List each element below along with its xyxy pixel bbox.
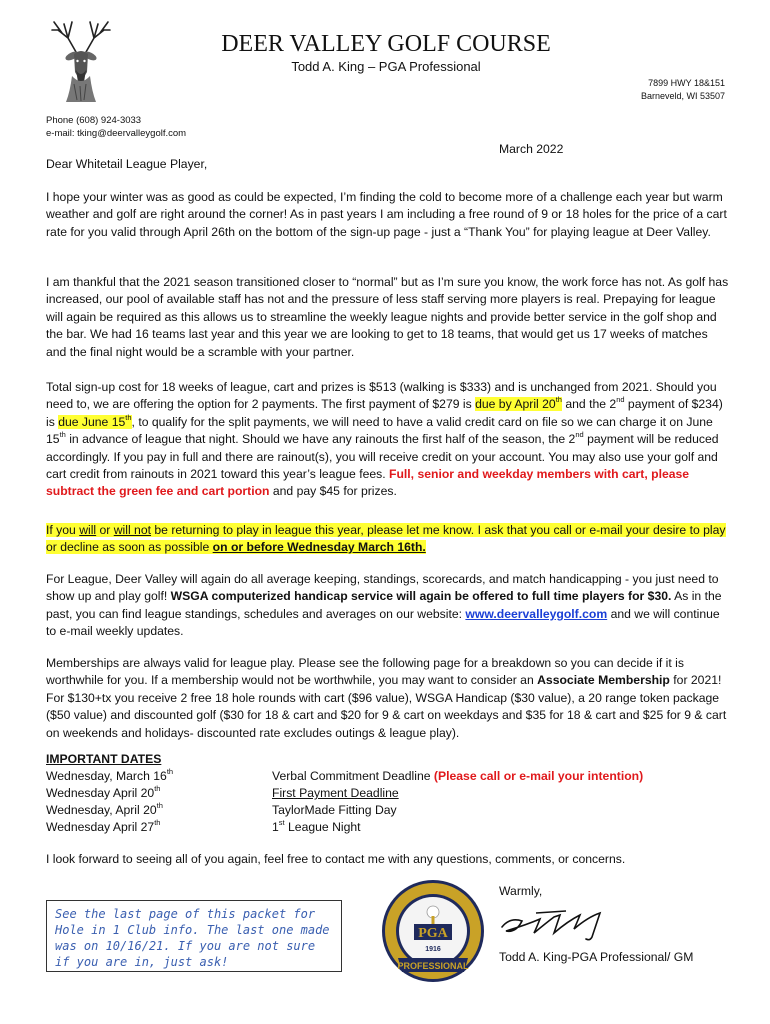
pga-seal-banner: PROFESSIONAL — [397, 961, 469, 971]
letter-date: March 2022 — [499, 142, 564, 156]
phone: Phone (608) 924-3033 — [46, 115, 142, 126]
signature-icon — [496, 903, 631, 943]
paragraph-2: I am thankful that the 2021 season transitioned closer to “normal” but as I’m sure you know, the work force has not. As golf has increased, our pool of available staff has not and the pressure of less staff serving more players is real. Prepaying for league will again be required as this allows us to streamline the weekly league nights and provide better service in the golf shop and the bar. We had 16 teams last year and this year we are looking to get to 18 teams, that would get us 17 weeks of matches and the final night would be a scramble with your partner. — [46, 275, 729, 359]
pga-seal-year: 1916 — [425, 946, 441, 953]
pga-seal-icon — [380, 878, 486, 984]
date-row: Wednesday, March 16th — [46, 766, 174, 783]
letterhead-subtitle: Todd A. King – PGA Professional — [291, 59, 481, 74]
date-row: Wednesday April 27th — [46, 817, 161, 834]
date-event: Verbal Commitment Deadline (Please call or e-mail your intention) — [272, 769, 644, 783]
paragraph-6: Memberships are always valid for league play. Please see the following page for a breakdown so you can decide if it is worthwhile for you. If a membership would not be worthwhile, you may want to consider an Associate Membership for 2021! For $130+tx you receive 2 free 18 hole rounds with cart ($96 value), WSGA Handicap ($30 value), a 20 range token package ($50 value) and discounted golf ($30 for 18 & cart and $20 for 9 & cart on weekdays and $35 for 18 & cart and $25 for 9 & cart on weekends and holidays- discounted rate excludes outings & league play). — [46, 656, 727, 740]
prepay-note-red: Full, senior and weekday members with cart, please subtract the green fee and cart portion — [46, 467, 690, 499]
letterhead-title: DEER VALLEY GOLF COURSE — [221, 31, 551, 57]
date-event: TaylorMade Fitting Day — [272, 803, 397, 817]
date-event: First Payment Deadline — [272, 786, 399, 800]
note-text: See the last page of this packet for Hole in 1 Club info. The last one made was on 10/16/21. If you are not sure if you are in, just ask! — [55, 907, 330, 969]
salutation: Dear Whitetail League Player, — [46, 157, 208, 171]
date-row: Wednesday, April 20th — [46, 800, 163, 817]
pga-seal-center-text: PGA — [418, 926, 448, 941]
email: e-mail: tking@deervalleygolf.com — [46, 128, 187, 139]
date-row: Wednesday April 20th — [46, 783, 161, 800]
paragraph-4: If you will or will not be returning to play in league this year, please let me know. I ask that you call or e-mail your desire to play or decline as soon as possible on or before Wednesday March 16th. — [46, 523, 726, 555]
deer-head-icon — [50, 14, 112, 104]
date-event: 1st League Night — [272, 817, 361, 834]
paragraph-1: I hope your winter was as good as could be expected, I’m finding the cold to become more of a challenge each year but warm weather and golf are right around the corner! As in past years I am including a free round of 9 or 18 holes for the price of a cart rate for you valid through April 26th on the bottom of the sign-up page - just a “Thank You” for playing league at Deer Valley. — [46, 190, 727, 239]
closing-line: I look forward to seeing all of you again, feel free to contact me with any questions, comments, or concerns. — [46, 852, 626, 866]
hole-in-one-note-box — [46, 900, 342, 972]
address-line-2: Barneveld, WI 53507 — [640, 91, 725, 101]
paragraph-5: For League, Deer Valley will again do all average keeping, standings, scorecards, and match handicapping - you just need to show up and play golf! WSGA computerized handicap service will again be offered to full time players for $30. As in the past, you can find league standings, schedules and averages on our website: www.deervalleygolf.com and we will continue to e-mail weekly updates. — [46, 572, 722, 639]
signer-name: Todd A. King-PGA Professional/ GM — [499, 950, 694, 964]
website-link[interactable]: www.deervalleygolf.com — [465, 606, 608, 621]
paragraph-3: Total sign-up cost for 18 weeks of league, cart and prizes is $513 (walking is $333) and is unchanged from 2021. Should you need to, we are offering the option for 2 payments. The first payment of $279 is due by April 20th and the 2nd payment of $234) is due June 15th, to qualify for the split payments, we will need to have a valid credit card on file so we can charge it on June 15th in advance of league that night. Should we have any rainouts the first half of the season, the 2nd payment will be reduced accordingly. If you pay in full and there are rainout(s), you will receive credit on your account. You may also use your golf and cart credit from rainouts in 2021 toward this year’s league fees. Full, senior and weekday members with cart, please subtract the green fee and cart portion and pay $45 for prizes. — [46, 380, 723, 499]
sign-off: Warmly, — [499, 884, 543, 898]
address-line-1: 7899 HWY 18&151 — [648, 78, 725, 88]
important-dates-heading: IMPORTANT DATES — [46, 752, 162, 766]
